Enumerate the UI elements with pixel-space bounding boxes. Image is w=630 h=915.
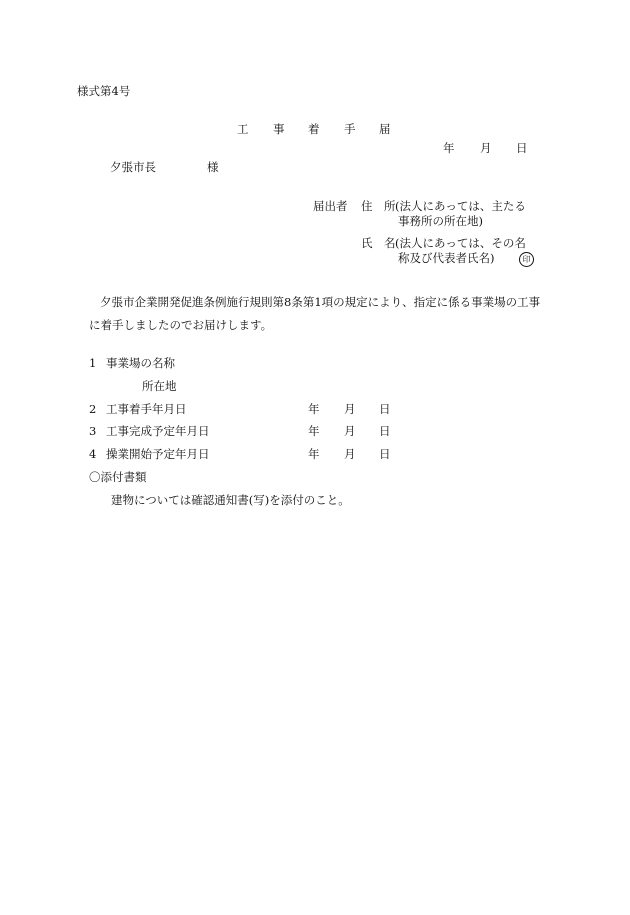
- title-char: 着: [308, 122, 320, 136]
- item-label-site-name: 事業場の名称: [106, 356, 175, 370]
- attachments-note: 建物については確認通知書(写)を添付のこと。: [111, 493, 350, 507]
- attachments-heading: 〇添付書類: [89, 470, 147, 484]
- item-label-construction-start: 工事着手年月日: [106, 402, 187, 416]
- item-number: 4: [89, 447, 97, 461]
- name-label: 氏 名: [361, 236, 396, 250]
- item-label-operation-start: 操業開始予定年月日: [106, 447, 210, 461]
- form-number: 様式第4号: [77, 84, 131, 98]
- address-label: 住 所: [361, 199, 396, 213]
- month-unit: 月: [344, 424, 356, 438]
- address-note-line-1: (法人にあっては、主たる: [395, 199, 526, 213]
- title-char: 届: [379, 122, 391, 136]
- body-text-line-1: 夕張市企業開発促進条例施行規則第8条第1項の規定により、指定に係る事業場の工事: [100, 295, 541, 309]
- year-unit: 年: [308, 424, 320, 438]
- month-unit: 月: [344, 447, 356, 461]
- day-unit: 日: [379, 447, 391, 461]
- date-day-label: 日: [516, 141, 528, 155]
- date-year-label: 年: [443, 141, 455, 155]
- name-note-line-2: 称及び代表者氏名): [398, 251, 495, 265]
- item-label-completion-date: 工事完成予定年月日: [106, 424, 210, 438]
- year-unit: 年: [308, 402, 320, 416]
- name-note-line-1: (法人にあっては、その名: [395, 236, 526, 250]
- seal-stamp: [519, 252, 534, 267]
- addressee-honorific: 様: [207, 160, 219, 174]
- address-note-line-2: 事務所の所在地): [398, 214, 483, 228]
- item-label-site-location: 所在地: [142, 379, 177, 393]
- applicant-label: 届出者: [313, 199, 348, 213]
- day-unit: 日: [379, 424, 391, 438]
- item-number: 1: [89, 356, 97, 370]
- day-unit: 日: [379, 402, 391, 416]
- title-char: 工: [237, 122, 249, 136]
- item-number: 2: [89, 402, 97, 416]
- title-char: 事: [273, 122, 285, 136]
- body-text-line-2: に着手しましたのでお届けします。: [89, 318, 273, 332]
- item-number: 3: [89, 424, 97, 438]
- date-month-label: 月: [480, 141, 492, 155]
- month-unit: 月: [344, 402, 356, 416]
- seal-char: 印: [519, 252, 534, 267]
- year-unit: 年: [308, 447, 320, 461]
- addressee-name: 夕張市長: [110, 160, 156, 174]
- title-char: 手: [344, 122, 356, 136]
